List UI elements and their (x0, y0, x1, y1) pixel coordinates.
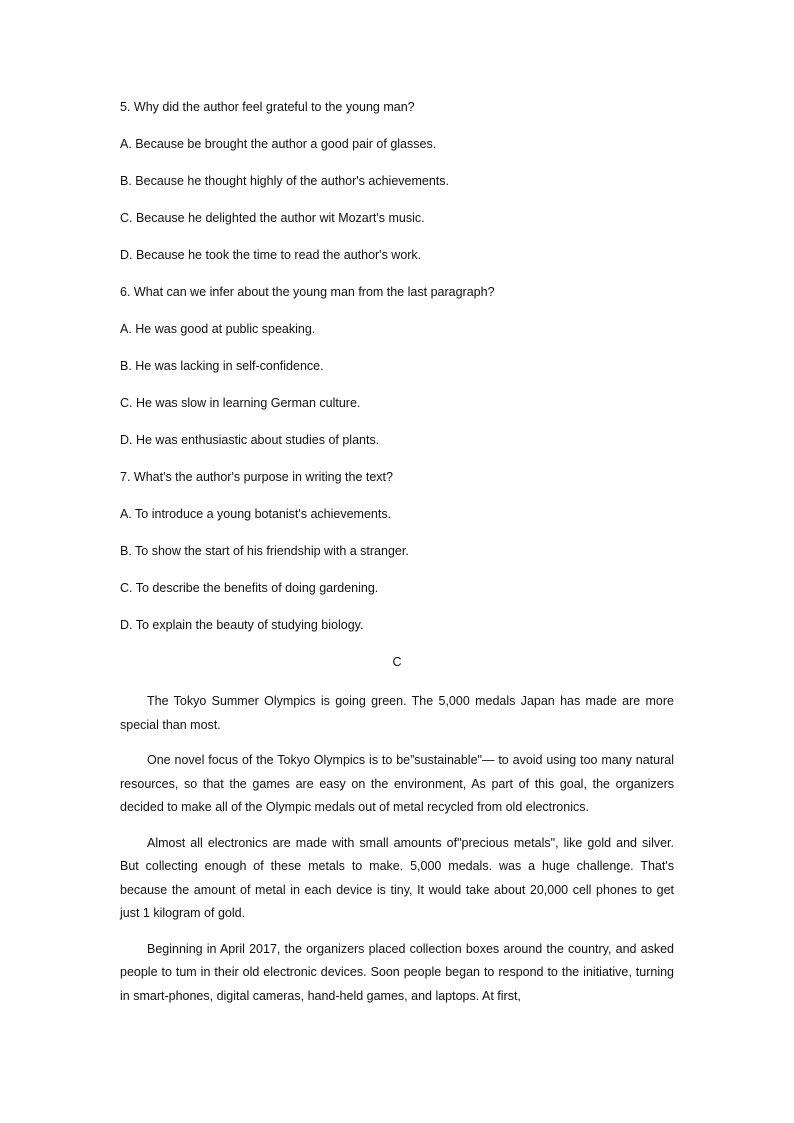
question-stem: 6. What can we infer about the young man from the last paragraph? (120, 285, 495, 299)
answer-option: B. Because he thought highly of the author's achievements. (120, 174, 449, 188)
passage-paragraph: The Tokyo Summer Olympics is going green. The 5,000 medals Japan has made are more special than most. (120, 694, 674, 732)
passage-paragraph: Almost all electronics are made with small amounts of"precious metals", like gold and silver. But collecting enough of these metals to make. 5,000 medals. was a huge challenge. That's because the amount of metal in each device is tiny, It would take about 20,000 cell phones to get just 1 kilogram of gold. (120, 835, 674, 920)
answer-option: A. To introduce a young botanist's achievements. (120, 507, 392, 521)
question-6 (120, 283, 674, 449)
answer-option: A. Because be brought the author a good pair of glasses. (120, 137, 437, 151)
answer-option: B. He was lacking in self-confidence. (120, 359, 324, 373)
exam-page (120, 98, 674, 1020)
answer-option: C. Because he delighted the author wit Mozart's music. (120, 211, 425, 225)
passage-c (120, 690, 674, 1008)
answer-option: D. Because he took the time to read the author's work. (120, 248, 422, 262)
answer-option: D. He was enthusiastic about studies of plants. (120, 433, 380, 447)
answer-option: A. He was good at public speaking. (120, 322, 316, 336)
section-heading: C (392, 655, 402, 669)
passage-paragraph: Beginning in April 2017, the organizers placed collection boxes around the country, and asked people to tum in their old electronic devices. Soon people began to respond to the initiative, turning in smart-phones, digital cameras, hand-held games, and laptops. At first, (120, 941, 674, 1003)
passage-paragraph: One novel focus of the Tokyo Olympics is to be”sustainable"— to avoid using too many natural resources, so that the games are easy on the environment, As part of this goal, the organizers decided to make all of the Olympic medals out of metal recycled from old electronics. (120, 753, 674, 814)
answer-option: B. To show the start of his friendship with a stranger. (120, 544, 409, 558)
question-stem: 5. Why did the author feel grateful to the young man? (120, 100, 415, 114)
question-stem: 7. What's the author's purpose in writing the text? (120, 470, 393, 484)
question-7 (120, 468, 674, 634)
answer-option: C. He was slow in learning German culture. (120, 396, 361, 410)
question-5 (120, 98, 674, 264)
answer-option: C. To describe the benefits of doing gardening. (120, 581, 379, 595)
answer-option: D. To explain the beauty of studying biology. (120, 618, 364, 632)
